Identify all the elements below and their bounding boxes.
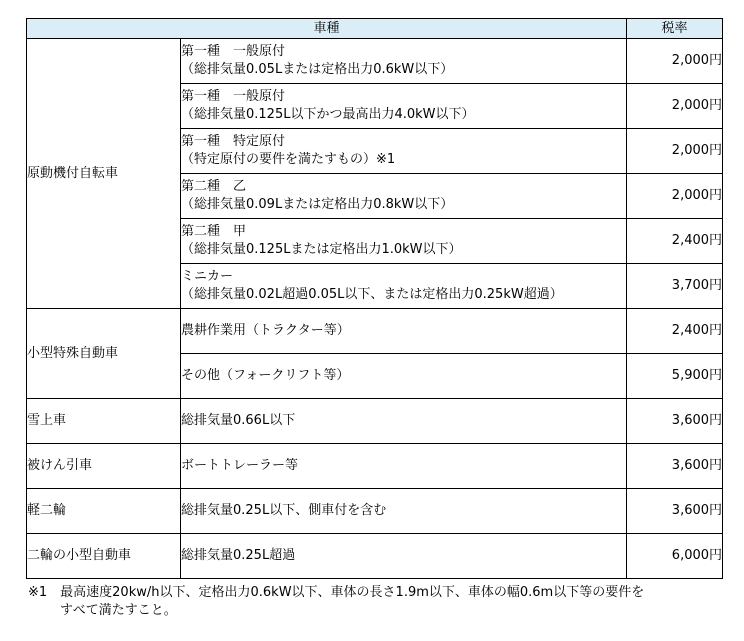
description-line: （総排気量0.05Lまたは定格出力0.6kW以下） <box>181 62 454 77</box>
description-cell <box>181 39 627 84</box>
category-cell: 小型特殊自動車 <box>27 309 181 399</box>
tax-rate-cell: 3,600円 <box>627 444 723 489</box>
description-line: 第一種 特定原付 <box>181 134 286 149</box>
tax-rate-cell: 2,000円 <box>627 129 723 174</box>
description-line: 第二種 甲 <box>181 224 247 239</box>
category-cell: 軽二輪 <box>27 489 181 534</box>
vehicle-tax-table <box>26 18 723 579</box>
category-cell: 二輪の小型自動車 <box>27 534 181 579</box>
description-line: （総排気量0.125Lまたは定格出力1.0kW以下） <box>181 242 462 257</box>
tax-rate-cell: 3,700円 <box>627 264 723 309</box>
category-cell: 雪上車 <box>27 399 181 444</box>
description-line: ミニカー <box>181 269 234 284</box>
description-cell <box>181 264 627 309</box>
table-row <box>27 309 723 354</box>
description-line: 第一種 一般原付 <box>181 89 286 104</box>
header-tax-rate: 税率 <box>627 19 723 39</box>
category-cell: 被けん引車 <box>27 444 181 489</box>
description-cell: 総排気量0.66L以下 <box>181 399 627 444</box>
description-line: 第二種 乙 <box>181 179 247 194</box>
tax-rate-cell: 2,000円 <box>627 39 723 84</box>
tax-rate-cell: 6,000円 <box>627 534 723 579</box>
description-line: 第一種 一般原付 <box>181 44 286 59</box>
footnote-line-1: ※1 最高速度20kw/h以下、定格出力0.6kW以下、車体の長さ1.9m以下、車体の幅0.6m以下等の要件を <box>28 585 645 600</box>
description-cell: その他（フォークリフト等） <box>181 354 627 399</box>
tax-rate-cell: 2,400円 <box>627 309 723 354</box>
table-row <box>27 39 723 84</box>
footnote-line-2: すべて満たすこと。 <box>60 603 177 618</box>
tax-rate-cell: 2,400円 <box>627 219 723 264</box>
tax-rate-cell: 3,600円 <box>627 399 723 444</box>
tax-rate-cell: 2,000円 <box>627 84 723 129</box>
description-cell: 総排気量0.25L以下、側車付を含む <box>181 489 627 534</box>
tax-rate-cell: 2,000円 <box>627 174 723 219</box>
description-cell <box>181 84 627 129</box>
table-row <box>27 399 723 444</box>
table-row <box>27 489 723 534</box>
description-cell <box>181 129 627 174</box>
description-line: （特定原付の要件を満たすもの）※1 <box>181 152 396 167</box>
header-vehicle-type: 車種 <box>27 19 627 39</box>
header-row <box>27 19 723 39</box>
description-cell: 農耕作業用（トラクター等） <box>181 309 627 354</box>
description-cell: ボートトレーラー等 <box>181 444 627 489</box>
description-cell <box>181 219 627 264</box>
description-line: （総排気量0.02L超過0.05L以下、または定格出力0.25kW超過） <box>181 287 563 302</box>
description-line: （総排気量0.09Lまたは定格出力0.8kW以下） <box>181 197 454 212</box>
description-cell <box>181 174 627 219</box>
description-cell: 総排気量0.25L超過 <box>181 534 627 579</box>
category-cell: 原動機付自転車 <box>27 39 181 309</box>
tax-rate-cell: 5,900円 <box>627 354 723 399</box>
description-line: （総排気量0.125L以下かつ最高出力4.0kW以下） <box>181 107 475 122</box>
table-row <box>27 444 723 489</box>
table-row <box>27 534 723 579</box>
tax-rate-cell: 3,600円 <box>627 489 723 534</box>
